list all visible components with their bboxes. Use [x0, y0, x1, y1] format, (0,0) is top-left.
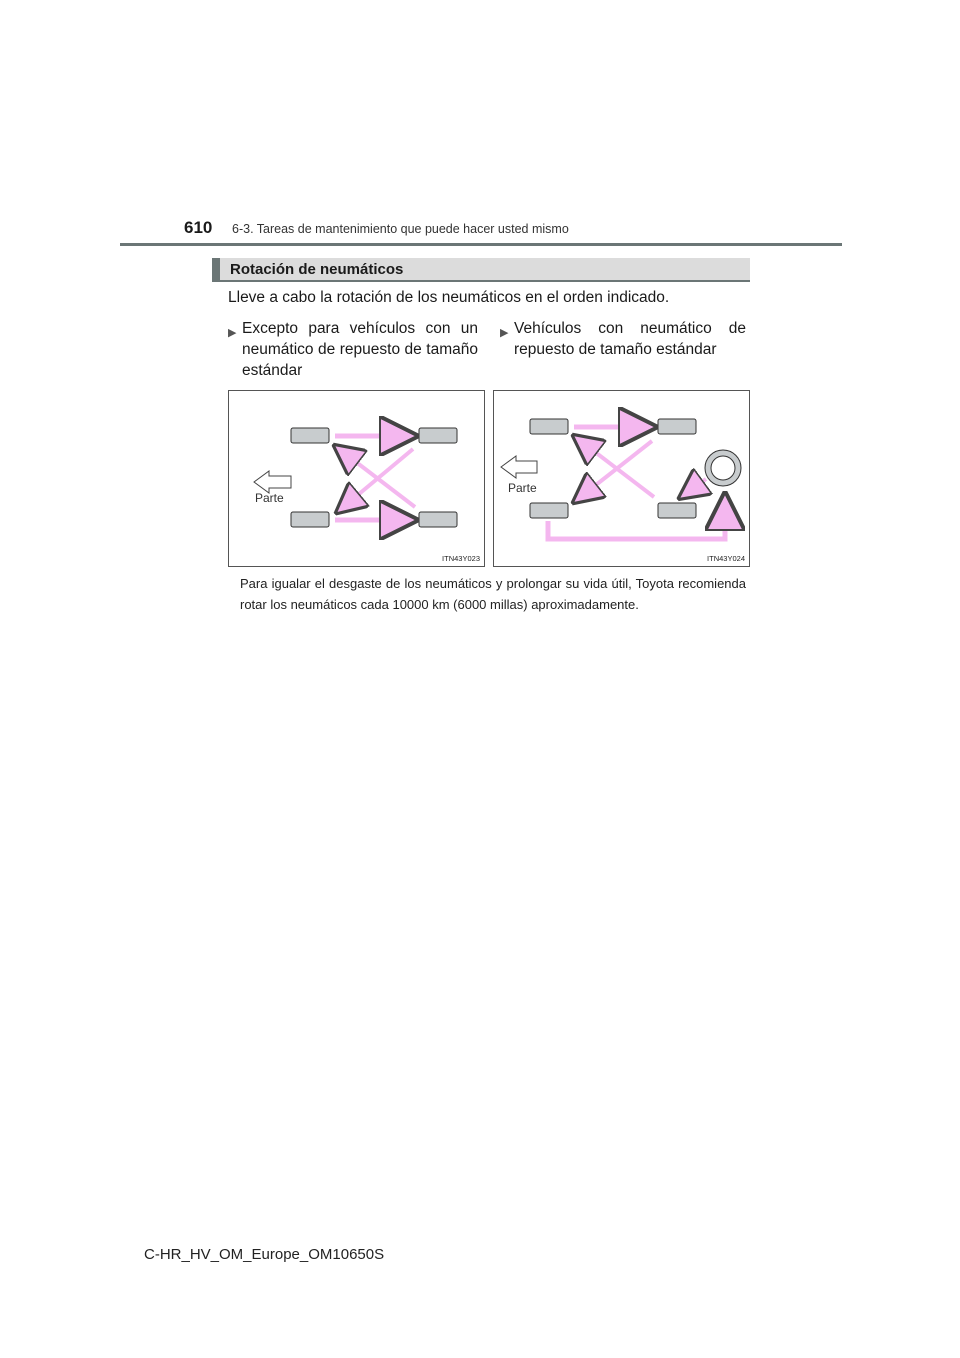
- page-number: 610: [184, 218, 213, 237]
- section-heading: [212, 258, 750, 282]
- figure-code: ITN43Y023: [442, 554, 480, 563]
- intro-text: Lleve a cabo la rotación de los neumáticos en el orden indicado.: [228, 289, 670, 306]
- tire-spare: [705, 450, 741, 486]
- header-divider: [120, 243, 842, 246]
- tire-front-right: [658, 419, 696, 434]
- front-direction-arrow-icon: [501, 456, 537, 478]
- rotation-diagram-four-tires: [228, 390, 485, 567]
- figure-code: ITN43Y024: [707, 554, 745, 563]
- front-label: Parte: [255, 491, 284, 505]
- chapter-title: 6-3. Tareas de mantenimiento que puede hacer usted mismo: [232, 222, 569, 236]
- tire-rear-right: [419, 512, 457, 527]
- tire-rear-left: [291, 512, 329, 527]
- tire-rear-left: [530, 503, 568, 518]
- section-heading-text: Rotación de neumáticos: [230, 261, 404, 278]
- front-label: Parte: [508, 481, 537, 495]
- bullet-triangle-icon: ▶: [500, 327, 509, 339]
- figure-caption-right: [500, 318, 746, 360]
- rotation-arrow: [684, 479, 706, 495]
- rotation-diagram-five-tires: [493, 390, 750, 567]
- maintenance-note: Para igualar el desgaste de los neumáticos y prolongar su vida útil, Toyota recomienda rotar los neumáticos cada 10000 km (6000 millas) aproximadamente.: [240, 576, 746, 612]
- front-direction-arrow-icon: [254, 471, 291, 493]
- caption-text: Excepto para vehículos con un neumático de repuesto de tamaño estándar: [242, 320, 478, 379]
- tire-rear-right: [658, 503, 696, 518]
- rotation-arrow: [548, 501, 725, 539]
- tire-front-right: [419, 428, 457, 443]
- caption-text: Vehículos con neumático de repuesto de tamaño estándar: [514, 320, 746, 358]
- document-id: C-HR_HV_OM_Europe_OM10650S: [144, 1246, 385, 1263]
- bullet-triangle-icon: ▶: [228, 327, 237, 339]
- tire-front-left: [530, 419, 568, 434]
- figure-caption-left: [228, 318, 478, 381]
- tire-front-left: [291, 428, 329, 443]
